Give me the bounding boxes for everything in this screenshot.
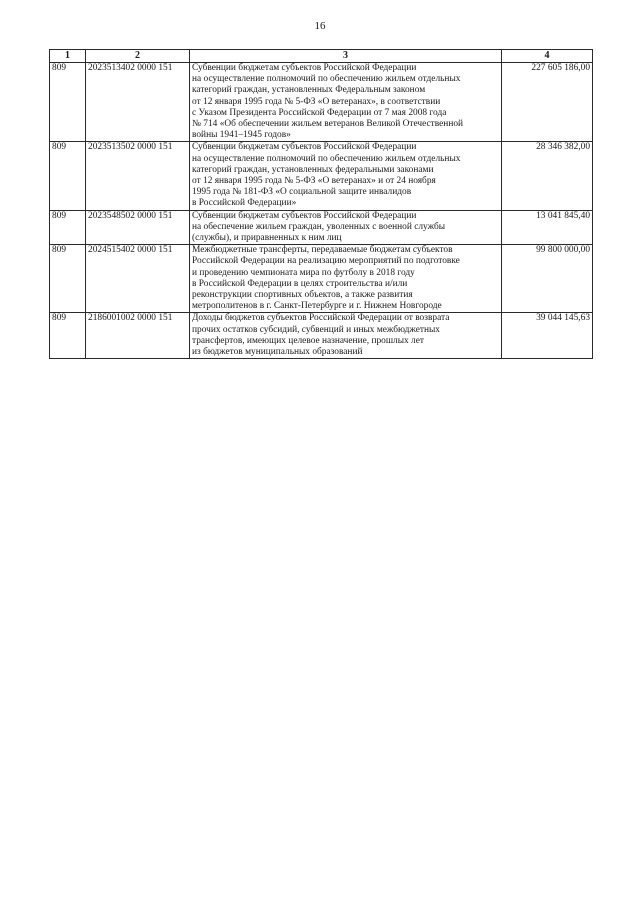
description-line: № 714 «Об обеспечении жильем ветеранов Великой Отечественной xyxy=(192,119,464,130)
table-row xyxy=(50,210,593,245)
description-line: на обеспечение жильем граждан, уволенных с военной службы xyxy=(192,221,446,232)
table-row xyxy=(50,313,593,359)
column-header-3: 3 xyxy=(190,50,502,63)
budget-classification-code-cell: 2024515402 0000 151 xyxy=(86,245,190,313)
description-line: метрополитенов в г. Санкт-Петербурге и г. Нижнем Новгороде xyxy=(192,301,442,312)
description-line: и проведению чемпионата мира по футболу в 2018 году xyxy=(192,267,415,278)
revenue-description-cell xyxy=(190,245,502,313)
description-line: на осуществление полномочий по обеспечению жильем отдельных xyxy=(192,153,461,164)
description-line: на осуществление полномочий по обеспечению жильем отдельных xyxy=(192,74,461,85)
description-line: от 12 января 1995 года № 5-ФЗ «О ветеранах», в соответствии xyxy=(192,96,441,107)
column-header-2: 2 xyxy=(86,50,190,63)
amount-cell: 227 605 186,00 xyxy=(502,63,593,142)
description-line: трансфертов, имеющих целевое назначение, прошлых лет xyxy=(192,335,424,346)
amount-cell: 13 041 845,40 xyxy=(502,210,593,245)
description-line: прочих остатков субсидий, субвенций и иных межбюджетных xyxy=(192,324,440,335)
amount-cell: 28 346 382,00 xyxy=(502,142,593,210)
description-line: в Российской Федерации» xyxy=(192,198,297,209)
amount-cell: 99 800 000,00 xyxy=(502,245,593,313)
description-line: реконструкции спортивных объектов, а также развития xyxy=(192,290,413,301)
admin-code-cell: 809 xyxy=(50,313,86,359)
admin-code-cell: 809 xyxy=(50,63,86,142)
description-line: Субвенции бюджетам субъектов Российской Федерации xyxy=(192,63,417,73)
revenue-description-cell xyxy=(190,63,502,142)
admin-code-cell: 809 xyxy=(50,210,86,245)
column-header-1: 1 xyxy=(50,50,86,63)
description-line: категорий граждан, установленных Федеральным законом xyxy=(192,85,426,96)
description-line: с Указом Президента Российской Федерации от 7 мая 2008 года xyxy=(192,107,447,118)
description-line: от 12 января 1995 года № 5-ФЗ «О ветеранах» и от 24 ноября xyxy=(192,176,436,187)
table-row xyxy=(50,63,593,142)
description-line: категорий граждан, установленных федеральными законами xyxy=(192,164,434,175)
table-row xyxy=(50,142,593,210)
revenue-description-cell xyxy=(190,210,502,245)
description-line: Субвенции бюджетам субъектов Российской Федерации xyxy=(192,210,417,221)
budget-classification-code-cell: 2023513402 0000 151 xyxy=(86,63,190,142)
description-line: 1995 года № 181-ФЗ «О социальной защите инвалидов xyxy=(192,187,412,198)
budget-revenue-table xyxy=(49,49,593,359)
table-row xyxy=(50,245,593,313)
description-line: Межбюджетные трансферты, передаваемые бюджетам субъектов xyxy=(192,245,453,256)
description-line: Субвенции бюджетам субъектов Российской Федерации xyxy=(192,142,417,153)
description-line: из бюджетов муниципальных образований xyxy=(192,347,363,358)
revenue-description-cell xyxy=(190,313,502,359)
description-line: Российской Федерации на реализацию мероприятий по подготовке xyxy=(192,256,460,267)
table-header-row xyxy=(50,50,593,63)
budget-classification-code-cell: 2186001002 0000 151 xyxy=(86,313,190,359)
column-header-4: 4 xyxy=(502,50,593,63)
revenue-description-cell xyxy=(190,142,502,210)
description-line: Доходы бюджетов субъектов Российской Федерации от возврата xyxy=(192,313,450,324)
page-number: 16 xyxy=(314,20,326,32)
admin-code-cell: 809 xyxy=(50,142,86,210)
description-line: войны 1941–1945 годов» xyxy=(192,130,291,141)
description-line: в Российской Федерации в целях строительства и/или xyxy=(192,278,408,289)
amount-cell: 39 044 145,63 xyxy=(502,313,593,359)
budget-classification-code-cell: 2023513502 0000 151 xyxy=(86,142,190,210)
description-line: (службы), и приравненных к ним лиц xyxy=(192,233,342,244)
budget-classification-code-cell: 2023548502 0000 151 xyxy=(86,210,190,245)
admin-code-cell: 809 xyxy=(50,245,86,313)
